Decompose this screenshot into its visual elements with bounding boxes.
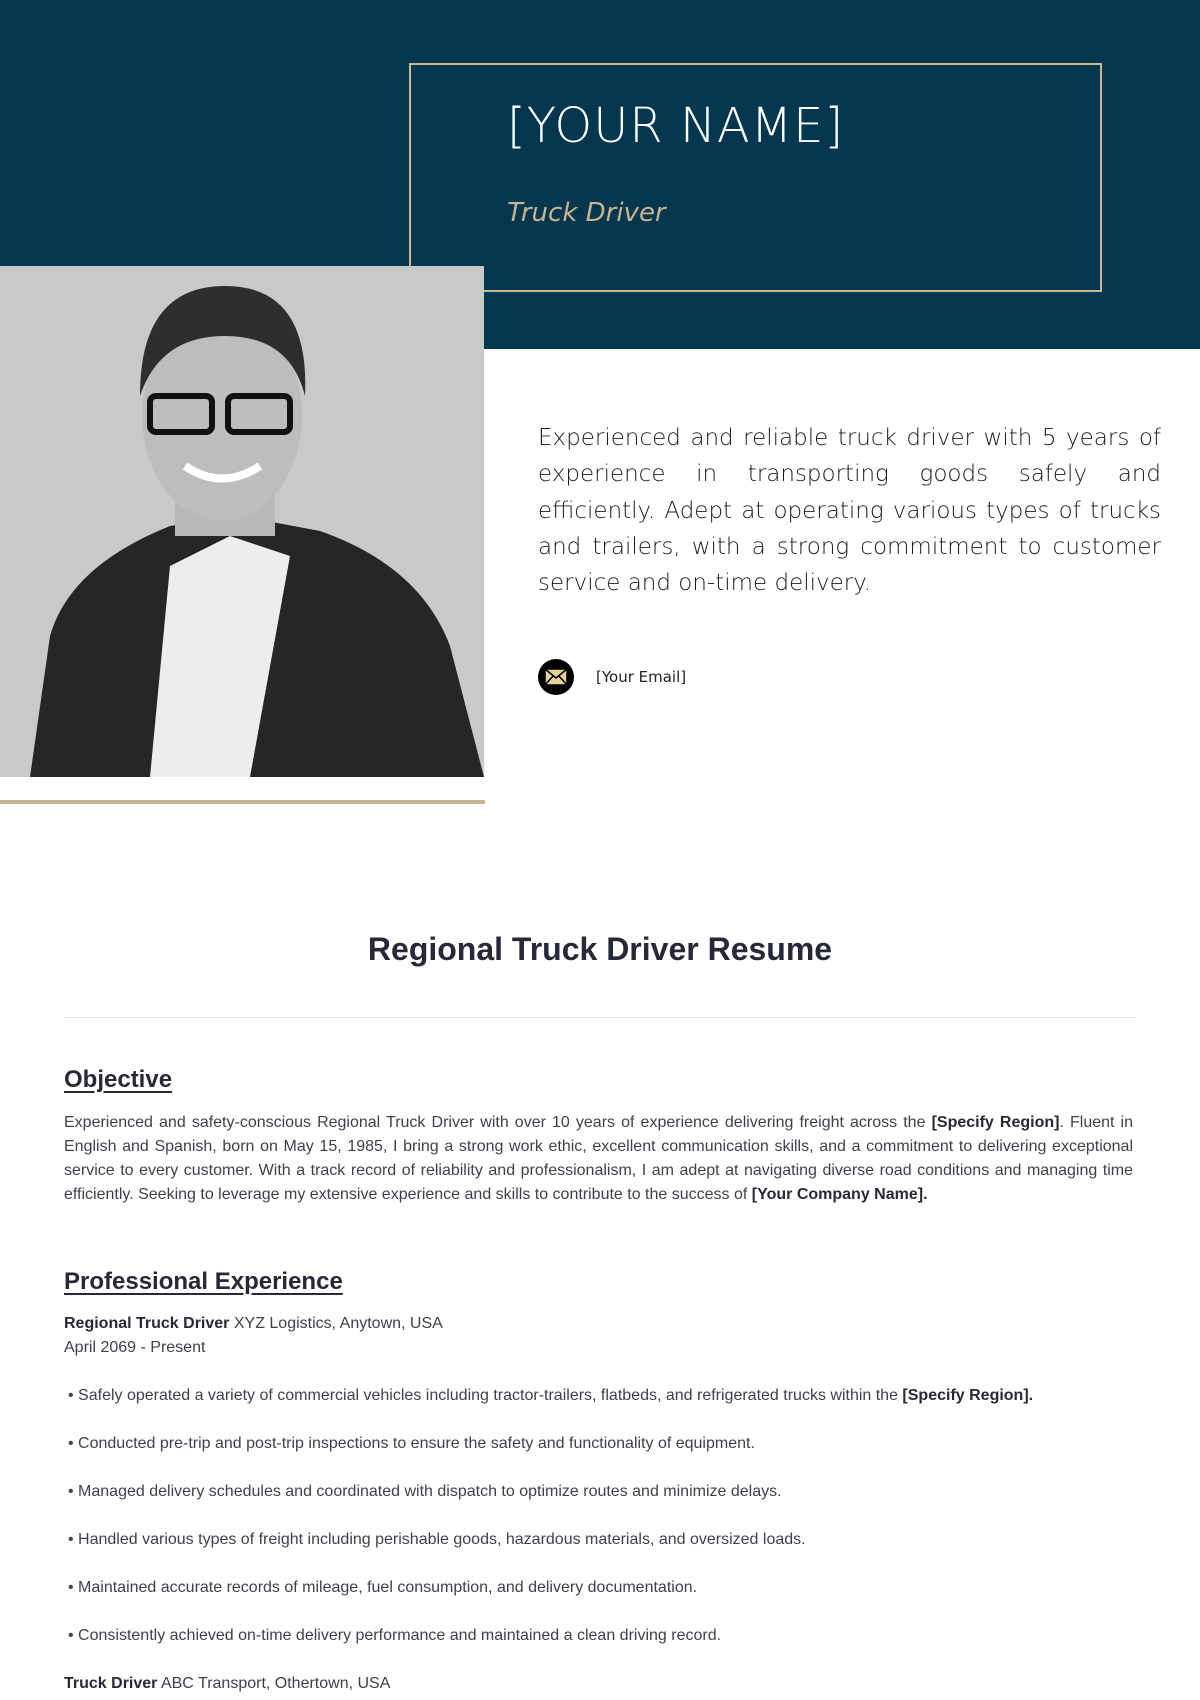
job-header (64, 1315, 443, 1333)
accent-line (0, 800, 485, 804)
job-dates: April 2069 - Present (64, 1339, 206, 1356)
job-header (64, 1675, 390, 1693)
email-text[interactable]: [Your Email] (596, 668, 687, 686)
objective-text (64, 1111, 1133, 1207)
objective-heading: Objective (64, 1066, 173, 1093)
company-placeholder: [Your Company Name]. (751, 1186, 928, 1203)
region-placeholder: [Specify Region] (931, 1114, 1060, 1131)
job-company: ABC Transport, Othertown, USA (160, 1675, 391, 1692)
bullet-text: • Safely operated a variety of commercial vehicles including tractor-trailers, flatbeds, and refrigerated trucks within the (68, 1387, 903, 1404)
job-role: Truck Driver (507, 198, 666, 228)
candidate-name: [YOUR NAME] (507, 98, 845, 154)
job-title: Regional Truck Driver (64, 1315, 230, 1332)
document-title: Regional Truck Driver Resume (367, 931, 833, 967)
list-item (68, 1387, 1033, 1405)
job-title: Truck Driver (64, 1675, 158, 1692)
envelope-icon (538, 659, 574, 695)
objective-text-part: Experienced and safety-conscious Regional Truck Driver with over 10 years of experience delivering freight across the (64, 1114, 932, 1131)
list-item: • Maintained accurate records of mileage, fuel consumption, and delivery documentation. (68, 1579, 698, 1596)
list-item: • Managed delivery schedules and coordinated with dispatch to optimize routes and minimize delays. (68, 1483, 782, 1500)
list-item: • Consistently achieved on-time delivery performance and maintained a clean driving record. (68, 1627, 722, 1644)
list-item: • Handled various types of freight including perishable goods, hazardous materials, and oversized loads. (68, 1531, 806, 1548)
divider (64, 1017, 1135, 1018)
list-item: • Conducted pre-trip and post-trip inspections to ensure the safety and functionality of equipment. (68, 1435, 755, 1452)
profile-photo (0, 266, 484, 777)
experience-heading: Professional Experience (64, 1268, 343, 1295)
region-placeholder: [Specify Region]. (902, 1387, 1034, 1404)
profile-summary: Experienced and reliable truck driver with 5 years of experience in transporting goods safely and efficiently. Adept at operating various types of trucks and trailers, with a strong commitment to customer service and on-time delivery. (538, 425, 1161, 597)
objective-text-part: . Fluent in English and Spanish, born on May 15, 1985, I bring a strong work ethic, excellent communication skills, and a commitment to delivering exceptional service to every customer. With a track record of reliability and professionalism, I am adept at navigating diverse road conditions and managing time efficiently. Seeking to leverage my extensive experience and skills to contribute to the success of (64, 1114, 1134, 1203)
job-company: XYZ Logistics, Anytown, USA (233, 1315, 443, 1332)
